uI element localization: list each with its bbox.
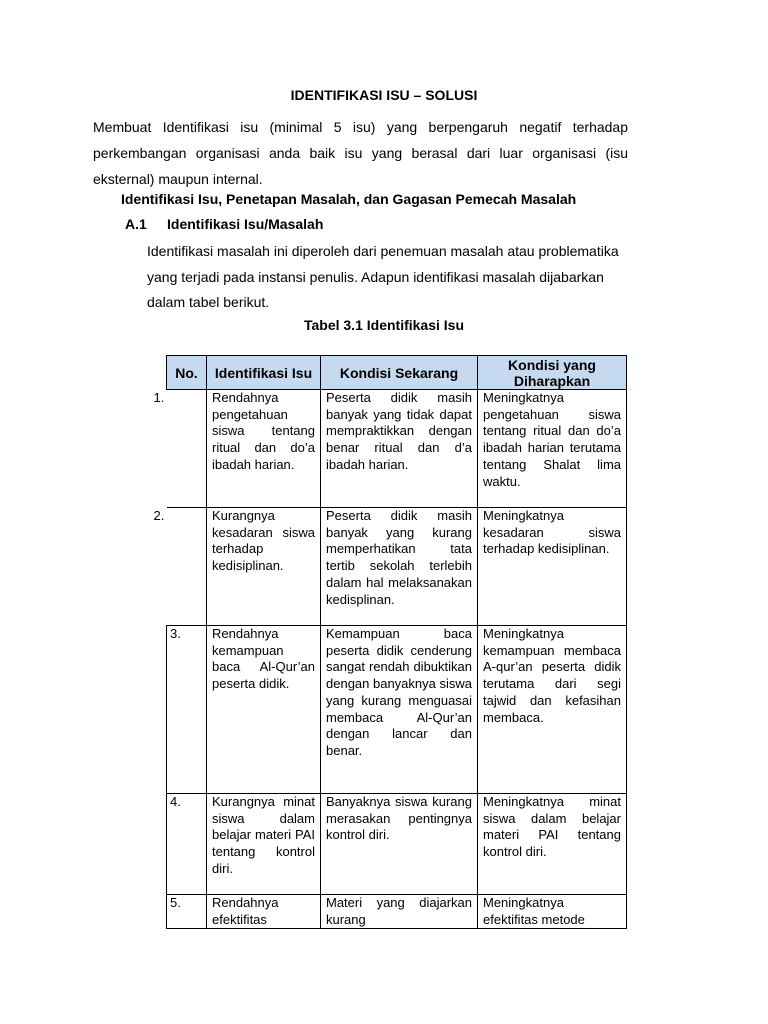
body-line-1: Identifikasi masalah ini diperoleh dari penemuan masalah atau problematika bbox=[147, 243, 619, 259]
table-row bbox=[167, 390, 627, 508]
table-row bbox=[167, 895, 627, 929]
section-heading: Identifikasi Isu, Penetapan Masalah, dan Gagasan Pemecah Masalah bbox=[121, 191, 577, 207]
header-no: No. bbox=[167, 356, 207, 390]
intro-paragraph bbox=[93, 114, 628, 192]
cell-identifikasi-isu: Kurangnya kesadaran siswa terhadap kedisiplinan. bbox=[207, 508, 321, 626]
body-line-2: yang terjadi pada instansi penulis. Adapun identifikasi masalah dijabarkan bbox=[147, 268, 604, 285]
table-header-row bbox=[167, 356, 627, 390]
row-number: 1. bbox=[167, 390, 207, 508]
document-title: IDENTIFIKASI ISU – SOLUSI bbox=[290, 87, 478, 103]
body-line-3: dalam tabel berikut. bbox=[147, 294, 270, 310]
cell-kondisi-diharapkan: Meningkatnya minat siswa dalam belajar materi PAI tentang kontrol diri. bbox=[478, 794, 627, 895]
cell-kondisi-sekarang: Kemampuan baca peserta didik cenderung sangat rendah dibuktikan dengan banyaknya siswa yang kurang menguasai membaca Al-Qur’an dengan lancar dan benar. bbox=[321, 626, 478, 794]
intro-line-2: perkembangan organisasi anda baik isu yang berasal dari luar organisasi (isu bbox=[93, 145, 628, 161]
header-kondisi-sekarang: Kondisi Sekarang bbox=[321, 356, 478, 390]
cell-identifikasi-isu: Rendahnya pengetahuan siswa tentang ritual dan do’a ibadah harian. bbox=[207, 390, 321, 508]
cell-kondisi-diharapkan: Meningkatnya kemampuan membaca A-qur’an peserta didik terutama dari segi tajwid dan kefasihan membaca. bbox=[478, 626, 627, 794]
subsection-heading bbox=[125, 216, 323, 232]
cell-kondisi-sekarang: Materi yang diajarkan kurang bbox=[321, 895, 478, 929]
issue-table bbox=[153, 355, 627, 929]
cell-kondisi-diharapkan: Meningkatnya kesadaran siswa terhadap kedisiplinan. bbox=[478, 508, 627, 626]
table-row bbox=[167, 508, 627, 626]
row-number: 5. bbox=[167, 895, 207, 929]
body-paragraph bbox=[147, 239, 672, 316]
cell-kondisi-sekarang: Peserta didik masih banyak yang kurang memperhatikan tata tertib sekolah terlebih dalam hal melaksanakan kedisplinan. bbox=[321, 508, 478, 626]
table-row bbox=[167, 794, 627, 895]
header-identifikasi-isu: Identifikasi Isu bbox=[207, 356, 321, 390]
cell-identifikasi-isu: Kurangnya minat siswa dalam belajar materi PAI tentang kontrol diri. bbox=[207, 794, 321, 895]
intro-line-1: Membuat Identifikasi isu (minimal 5 isu) yang berpengaruh negatif terhadap bbox=[93, 119, 628, 135]
cell-kondisi-sekarang: Banyaknya siswa kurang merasakan pentingnya kontrol diri. bbox=[321, 794, 478, 895]
cell-identifikasi-isu: Rendahnya efektifitas bbox=[207, 895, 321, 929]
intro-line-3: eksternal) maupun internal. bbox=[93, 171, 263, 187]
subsection-title: Identifikasi Isu/Masalah bbox=[167, 216, 324, 232]
row-number: 4. bbox=[167, 794, 207, 895]
header-kondisi-diharapkan: Kondisi yang Diharapkan bbox=[478, 356, 627, 390]
cell-kondisi-sekarang: Peserta didik masih banyak yang tidak dapat mempraktikkan dengan benar ritual dan d’a ibadah harian. bbox=[321, 390, 478, 508]
table-row bbox=[167, 626, 627, 794]
cell-kondisi-diharapkan: Meningkatnya pengetahuan siswa tentang ritual dan do’a ibadah harian terutama tentang Shalat lima waktu. bbox=[478, 390, 627, 508]
row-number: 2. bbox=[167, 508, 207, 626]
row-number: 3. bbox=[167, 626, 207, 794]
cell-identifikasi-isu: Rendahnya kemampuan baca Al-Qur’an peserta didik. bbox=[207, 626, 321, 794]
cell-kondisi-diharapkan: Meningkatnya efektifitas metode bbox=[478, 895, 627, 929]
table-caption: Tabel 3.1 Identifikasi Isu bbox=[303, 317, 464, 333]
subsection-number: A.1 bbox=[125, 216, 147, 232]
